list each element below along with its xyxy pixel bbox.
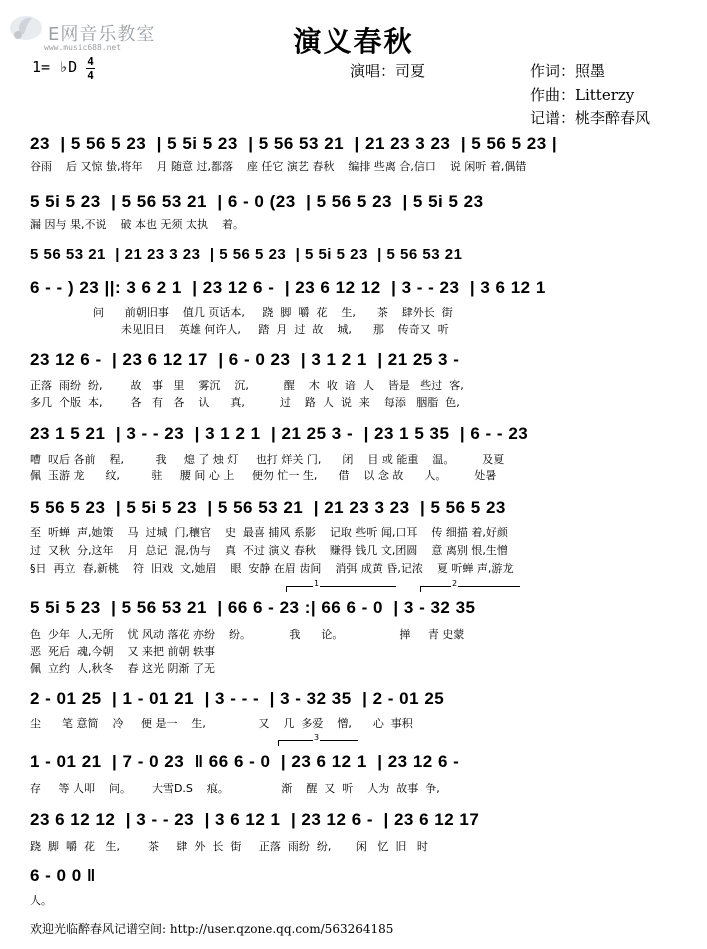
score-row-notes: 23 | 5 56 5 23 | 5 5i 5 23 | 5 56 53 21 | 21 23 3 23 | 5 56 5 23 | [30,134,558,153]
time-denominator: 4 [87,69,94,82]
first-ending-bracket: 1 [286,586,396,592]
logo-url: www.music688.net [44,43,122,52]
time-signature [86,56,95,81]
singer-credit: 演唱：司夏 [350,62,426,80]
logo-text: E网音乐教室 [48,24,156,45]
lyric-line: 漏 因与 果,不说 破 本也 无须 太执 着。 [30,218,244,231]
triplet-bracket: 3 [278,740,358,746]
lyric-line: 存 等 人叩 问。 大雪D.S 痕。 渐 醒 又 听 人为 故事 争, [30,782,440,795]
lyric-line: 正落 雨纷 纷, 故 事 里 雾沉 沉, 醒 木 收 谙 人 皆是 些过 客, [30,379,464,392]
song-title: 演义春秋 [293,25,414,58]
score-row-notes: 6 - 0 0 ‖ [30,866,96,885]
lyric-line: 佩 玉游 龙 纹, 驻 腰 间 心 上 便勿 忙一 生, 借 以 念 故 人。 处暑 [30,469,497,482]
score-row-notes: 5 5i 5 23 | 5 56 53 21 | 66 6 - 23 :| 66 6 - 0 | 3 - 32 35 [30,598,476,617]
lyric-line: 未见旧日 英雄 何许人, 踏 月 过 故 城, 那 传奇又 听 [30,323,449,336]
lyric-line: 恶 死后 魂,今朝 又 来把 前朝 轶事 [30,645,215,658]
footer-link[interactable]: 欢迎光临醉春风记谱空间: http://user.qzone.qq.com/563264185 [30,922,394,936]
lyric-line: 跷 脚 嚼 花 生, 茶 肆 外 长 街 正落 雨纷 纷, 闲 忆 旧 时 [30,840,428,853]
lyric-line: 谷雨 后 又惊 蛰,将年 月 随意 过,都落 座 任它 演艺 春秋 编排 些离 合,信口 说 闲听 着,偶错 [30,160,527,173]
lyric-line: 佩 立约 人,秋冬 春 这光 阴渐 了无 [30,662,215,675]
score-row-notes: 5 56 5 23 | 5 5i 5 23 | 5 56 53 21 | 21 23 3 23 | 5 56 5 23 [30,498,506,517]
lyric-line: 尘 笔 意简 冷 便 是一 生, 又 几 多爱 憎, 心 事积 [30,717,413,730]
lyric-line: 问 前朝旧事 值几 页话本, 跷 脚 嚼 花 生, 茶 肆外长 街 [30,306,453,319]
score-row-notes: 2 - 01 25 | 1 - 01 21 | 3 - - - | 3 - 32 35 | 2 - 01 25 [30,689,445,708]
lyricist-credit: 作词：照墨 [530,62,606,80]
lyric-line: 过 又秋 分,这年 月 总记 混,伪与 真 不过 演义 春秋 赚得 钱几 文,团圆 意 离别 恨,生憎 [30,544,508,557]
score-row-notes: 1 - 01 21 | 7 - 0 23 ‖ 66 6 - 0 | 23 6 12 1 | 23 12 6 - [30,752,460,771]
time-numerator: 4 [87,55,94,68]
score-row-notes: 6 - - ) 23 ||: 3 6 2 1 | 23 12 6 - | 23 6 12 12 | 3 - - 23 | 3 6 12 1 [30,278,546,297]
lyric-line: 人。 [30,894,52,907]
transcriber-credit: 记谱：桃李醉春风 [530,109,651,127]
lyric-line: 嘈 叹后 各前 程, 我 熄 了 烛 灯 也打 烊关 门, 闭 目 或 能重 温。 及夏 [30,453,505,466]
composer-credit: 作曲：Litterzy [530,86,635,104]
lyric-line: 多几 个版 本, 各 有 各 认 真, 过 路 人 说 来 每添 胭脂 色, [30,396,460,409]
score-row-notes: 5 5i 5 23 | 5 56 53 21 | 6 - 0 (23 | 5 56 5 23 | 5 5i 5 23 [30,192,484,211]
score-row-notes: 5 56 53 21 | 21 23 3 23 | 5 56 5 23 | 5 5i 5 23 | 5 56 53 21 [30,246,463,263]
score-row-notes: 23 6 12 12 | 3 - - 23 | 3 6 12 1 | 23 12 6 - | 23 6 12 17 [30,810,480,829]
lyric-line: §日 再立 春,新桃 符 旧戏 文,她眉 眼 安静 在眉 齿间 消弭 成黄 昏,记浓 夏 听蝉 声,游龙 [30,562,514,575]
score-row-notes: 23 1 5 21 | 3 - - 23 | 3 1 2 1 | 21 25 3 - | 23 1 5 35 | 6 - - 23 [30,424,529,443]
lyric-line: 色 少年 人,无所 忧 风动 落花 亦纷 纷。 我 论。 掸 青 史蒙 [30,628,465,641]
second-ending-bracket: 2 [420,586,520,592]
key-signature: 1= ♭D [32,58,78,76]
lyric-line: 至 听蝉 声,她策 马 过城 门,穰官 史 最喜 捕风 系影 记取 些听 闻,口耳 传 细描 着,好颜 [30,526,508,539]
score-row-notes: 23 12 6 - | 23 6 12 17 | 6 - 0 23 | 3 1 2 1 | 21 25 3 - [30,350,460,369]
